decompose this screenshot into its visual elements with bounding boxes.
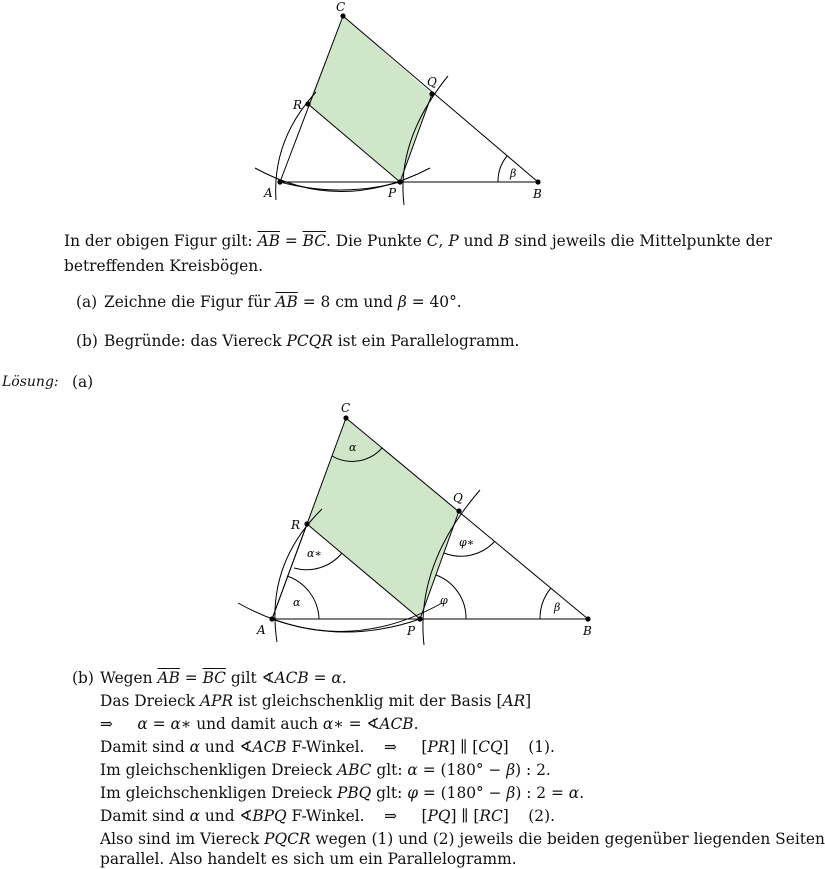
angle-alpha-a-arc [287,576,319,619]
label-q-2: Q [453,491,463,505]
proof-line4: Damit sind α und ∢ACB F-Winkel. ⇒ [PR] ∥ [CQ] (1). [100,738,555,756]
point-b-2 [585,616,590,621]
intro-line1: In der obigen Figur gilt: $\overline{AB} = \overline{BC}$. Die Punkte C, P und B sind jeweils die Mittelpunkte der [64,232,772,250]
angle-label-alpha-c: α [349,441,357,454]
proof-line8: Also sind im Viereck PQCR wegen (1) und (2) jeweils die beiden gegenüber liegenden Seiten [100,830,825,848]
proof-line5: Im gleichschenkligen Dreieck ABC glt: α = (180° − β) : 2. [100,761,551,779]
proof-line9: parallel. Also handelt es sich um ein Parallelogramm. [100,850,517,868]
angle-label-alpha-star: α∗ [307,547,322,560]
label-r: R [293,98,303,112]
point-q [429,91,434,96]
label-b-2: B [583,624,592,638]
task-a-text: Zeichne die Figur für $\overline{AB} = 8$ cm und β = 40°. [104,293,462,311]
solution-heading: Lösung: [2,374,59,390]
proof-b-label: (b) [72,669,94,687]
figure-solution [0,395,733,655]
point-r [305,101,310,106]
segment-ar-2 [272,524,307,619]
point-c [340,13,345,18]
task-b-text: Begründe: das Viereck PCQR ist ein Parallelogramm. [104,332,520,350]
proof-line7: Damit sind α und ∢BPQ F-Winkel. ⇒ [PQ] ∥ [RC] (2). [100,807,556,825]
proof-line1: Wegen $\overline{AB} = \overline{BC}$ gilt ∢ACB = α. [100,669,347,687]
arc-center-p-bottom-2 [272,619,420,632]
intro-line2: betreffenden Kreisbögen. [64,257,263,275]
arc-center-p-bottom [280,182,400,190]
label-c-2: C [341,401,351,415]
point-r-2 [304,521,309,526]
angle-label-alpha-a: α [293,596,301,609]
label-q: Q [427,75,437,89]
label-beta: β [510,167,517,180]
point-a-2 [269,616,274,621]
point-p-2 [417,616,422,621]
point-a [277,179,282,184]
label-b: B [533,187,542,201]
figure-top [0,0,733,215]
proof-line3: ⇒ α = α∗ und damit auch α∗ = ∢ACB. [100,715,419,733]
angle-beta-arc [498,156,507,182]
task-b-label: (b) [76,332,98,350]
task-a-label: (a) [76,293,98,311]
solution-a-label: (a) [72,373,94,391]
label-p: P [388,186,397,200]
proof-line2: Das Dreieck APR ist gleichschenklig mit der Basis [AR] [100,692,532,710]
label-p-2: P [407,624,416,638]
label-a: A [264,186,273,200]
label-c: C [336,0,346,14]
angle-label-phi: φ [440,594,448,607]
angle-label-phi-star: φ∗ [459,536,475,549]
proof-line6: Im gleichschenkligen Dreieck PBQ glt: φ = (180° − β) : 2 = α. [100,784,585,802]
angle-beta-arc-2 [540,588,551,619]
point-p [397,179,402,184]
point-q-2 [456,508,461,513]
point-c-2 [343,415,348,420]
label-a-2: A [257,623,266,637]
angle-label-beta-2: β [554,601,561,614]
label-r-2: R [291,518,301,532]
point-b [535,179,540,184]
